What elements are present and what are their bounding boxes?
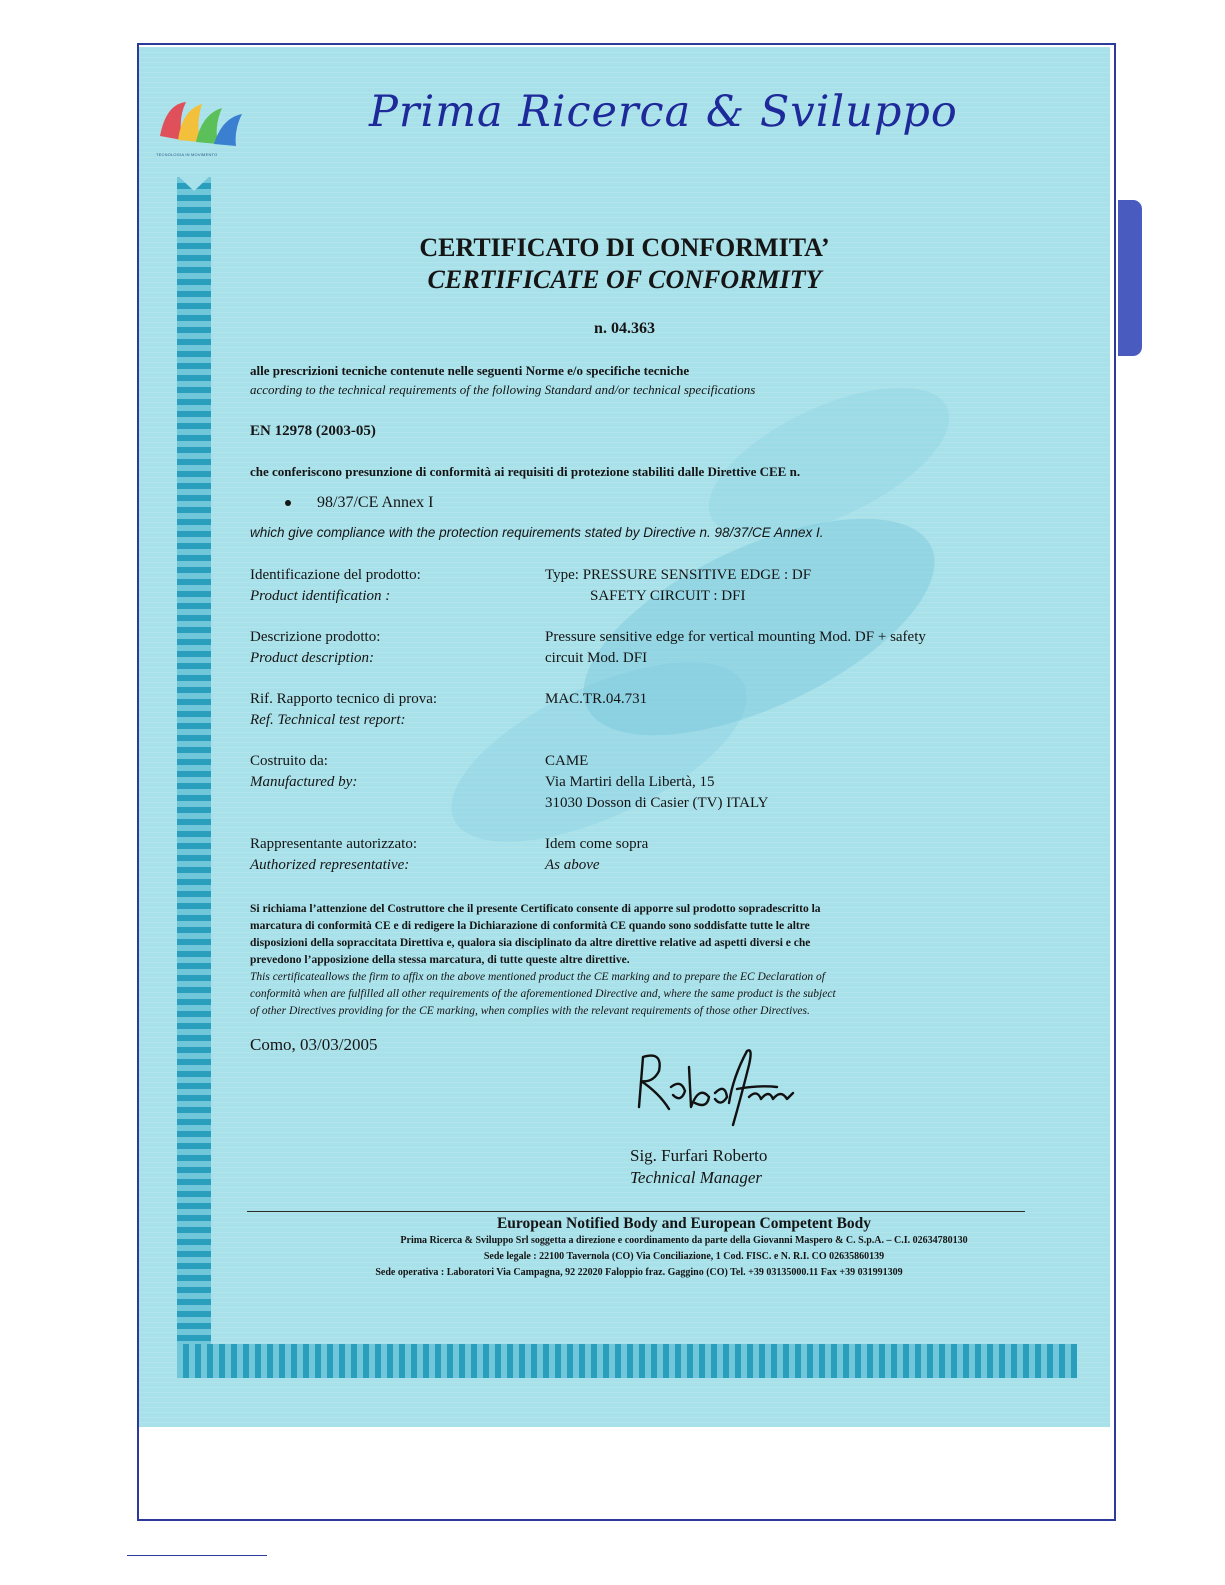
footer-heading: European Notified Body and European Competent Body [496, 1215, 872, 1232]
footer-line-3: Sede operativa : Laboratori Via Campagna, 92 22020 Faloppio fraz. Gaggino (CO) Tel. +39 03135000.11 Fax +39 031991309 [375, 1267, 903, 1278]
representative-value-1: Idem come sopra [545, 836, 649, 852]
product-desc-value-2: circuit Mod. DFI [545, 650, 648, 666]
signatory-name: Sig. Furfari Roberto [630, 1146, 768, 1165]
footer-rule [127, 1555, 267, 1556]
notice-en-line: This certificateallows the firm to affix on the above mentioned product the CE marking and to prepare the EC Declaration of [250, 971, 825, 983]
directive-it: che conferiscono presunzione di conformità ai requisiti di protezione stabiliti dalle Direttive CEE n. [250, 464, 801, 479]
place-date: Como, 03/03/2005 [250, 1035, 378, 1054]
title-italian: CERTIFICATO DI CONFORMITA’ [419, 233, 830, 262]
notice-en-line: of other Directives providing for the CE marking, when complies with the relevant requirements of those other Directives. [250, 1005, 810, 1017]
directive-bullet-item [285, 494, 433, 512]
test-report-label-it: Rif. Rapporto tecnico di prova: [250, 691, 438, 707]
manufacturer-value-3: 31030 Dosson di Casier (TV) ITALY [545, 795, 769, 811]
signatory-role: Technical Manager [630, 1168, 763, 1187]
notice-it-line: prevedono l’apposizione della stessa marcatura, di tutte queste altre direttive. [250, 954, 630, 966]
notice-it [250, 901, 1010, 969]
product-desc-label-en: Product description: [250, 650, 375, 666]
product-id-value-2: SAFETY CIRCUIT : DFI [590, 588, 746, 604]
product-id-label-it: Identificazione del prodotto: [250, 567, 421, 583]
footer-line-2: Sede legale : 22100 Tavernola (CO) Via Conciliazione, 1 Cod. FISC. e N. R.I. CO 02635860139 [483, 1251, 885, 1262]
decorative-border-tip [177, 175, 211, 191]
bullet-icon [285, 500, 291, 506]
product-id-value-1: Type: PRESSURE SENSITIVE EDGE : DF [545, 567, 812, 583]
manufacturer-label-en: Manufactured by: [250, 774, 358, 790]
decorative-border-bottom [177, 1344, 1077, 1378]
brand-name: Prima Ricerca & Sviluppo [369, 87, 958, 137]
directive-en: which give compliance with the protection requirements stated by Directive n. 98/37/CE Annex I. [250, 525, 824, 540]
test-report-value: MAC.TR.04.731 [545, 691, 648, 707]
standard-code: EN 12978 (2003-05) [250, 423, 376, 439]
signature-icon [629, 1037, 819, 1127]
product-id-label-en: Product identification : [250, 588, 391, 604]
title-english: CERTIFICATE OF CONFORMITY [427, 265, 822, 294]
manufacturer-value-2: Via Martiri della Libertà, 15 [545, 774, 715, 790]
notice-en [250, 969, 1010, 1020]
certificate-sheet [139, 47, 1110, 1427]
product-desc-label-it: Descrizione prodotto: [250, 629, 381, 645]
decorative-border-left [177, 177, 211, 1372]
footer-divider [247, 1211, 1025, 1212]
logo-caption: TECNOLOGIA IN MOVIMENTO [156, 152, 218, 157]
notice-it-line: marcatura di conformità CE e di redigere la Dichiarazione di conformità CE quando sono soddisfatte tutte le altre [250, 920, 810, 932]
requirements-it: alle prescrizioni tecniche contenute nelle seguenti Norme e/o specifiche tecniche [250, 363, 690, 378]
footer-line-1: Prima Ricerca & Sviluppo Srl soggetta a direzione e coordinamento da parte della Giovanni Maspero & C. S.p.A. – C.I. 02634780130 [400, 1235, 968, 1246]
requirements-en: according to the technical requirements of the following Standard and/or technical specifications [250, 382, 756, 397]
directive-bullet-text: 98/37/CE Annex I [317, 494, 434, 511]
representative-value-2: As above [545, 857, 600, 873]
company-logo-icon [156, 96, 246, 152]
test-report-label-en: Ref. Technical test report: [250, 712, 406, 728]
notice-it-line: Si richiama l’attenzione del Costruttore che il presente Certificato consente di apporre sul prodotto sopradescritto la [250, 903, 821, 915]
notice-en-line: conformità when are fulfilled all other requirements of the aforementioned Directive and, where the same product is the subject [250, 988, 836, 1000]
manufacturer-label-it: Costruito da: [250, 753, 328, 769]
notice-it-line: disposizioni della sopraccitata Direttiva e, qualora sia disciplinato da altre direttive relative ad aspetti diversi e che [250, 937, 811, 949]
manufacturer-value-1: CAME [545, 753, 589, 769]
product-desc-value-1: Pressure sensitive edge for vertical mounting Mod. DF + safety [545, 629, 926, 645]
side-tab [1118, 200, 1142, 356]
representative-label-en: Authorized representative: [250, 857, 410, 873]
representative-label-it: Rappresentante autorizzato: [250, 836, 418, 852]
certificate-number: n. 04.363 [594, 320, 655, 337]
